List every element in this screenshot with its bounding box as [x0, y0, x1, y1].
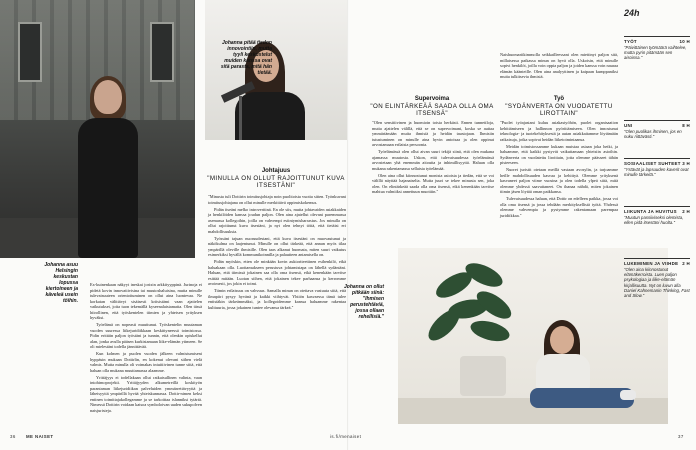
footer-url: is.fi/menaiset — [330, 434, 362, 439]
paragraph: Nuoret juristit otetaan meillä vastaan avosylin, ja tarjoamme heille mahdollisuuden kasvaa ja kehittyä. Olemme yrityksenä kasvaneet paljon viime vuosina ja olen todella ylpeä siitä, mitä olemme yhdessä saavuttaneet. On ihanaa nähdä, miten jokainen tiimin jäsen löytää oman paikkansa. — [500, 167, 618, 194]
section-title: "MINULLA ON OLLUT RAJOITTUNUT KUVA ITSESTÄNI" — [207, 175, 345, 189]
paragraph: Pidän myöskin, etten ole minkään kovin auktoriteettinen esihenkilö, eikä haluakaan olla. Luottamukseen perustuva johtamistapa on lähellä sydäntäni. Haluan, että tiimissä jokainen saa olla oma itsensä, eikä kenenkään tarvitse esittää mitään. Luotan siihen, että jokainen tekee parhaansa ja kerromme avoimesti, jos jokin ei toimi. — [208, 259, 346, 286]
paragraph: Ex-kuinenkaan näkyyt ineskai jorixin arkkityyppinä. Jurinoja ei pidetä kovin innovatiivisina tai muutoshaluisina, mutta minulle tulevaisuuteen orientoituminen on ollut aina luontevaa. Ne korkatan välittävyt sisäisesti kriisistämi vaan ajattelen vaikutukset, joita tuon tekemällä kyseenalaistamatta. Olen tässä hiirollinen, että työskentelen tiimien ja yhteisen yrityksen hyväksi. — [90, 282, 202, 320]
paragraph: Olen aina ollut kiinnostunut monista asioista ja tiedän, että se voi välillä näyttää hajanaiselta. Mutta juuri se tekee minusta sen, joka olen. On elintärkeää saada olla oma itsensä, eikä kenenkään tarvitse mahtua valmiiksi annettuun muottiin." — [372, 172, 494, 194]
photo-caption-microphone: Johanna pitää tiedon innovointiin, mutta tyyli keskustelut muiden kanssa ovat sitä parasta, mitä hän tietää. — [220, 40, 272, 76]
paragraph: "Puolet työajastani kuluu asiakastyöhön, puolet organisaation kehittämiseen ja hallinnon pyörittämiseen. Olen innostunut teknologia- ja tuotekehityksestä ja autan asiakkaitamme löytämään ratkaisuja, jotka sopivat heidän liiketoimintaansa. — [500, 120, 618, 142]
paragraph: "Minusta tuli Dottirin toimitusjohtaja noin puolitoista vuotta sitten. Työnkuvani toimitusjohtajana on ollut minulle merkittävä oppimiskokemus. — [208, 194, 346, 205]
paragraph: Kun kolmen ja puolen vuoden jälkeen valmistumiseni hyppäsin mukaan Dottirlin, en kokenut olevani siihen vielä valmis. Mutta minulla oli voimakas intuitiivinen tunne siitä, että haluan olla mukana muuttamassa alaamme. — [90, 351, 202, 373]
sidebar-entry-time: 8 H — [682, 123, 690, 128]
paragraph: Pidän itseäni melko introverttinä. En ole siis, mutta johtavaiden asiakkaiden ja henkilöiden kanssa joudun paljon. Olen aina ajatellut olevani paremmassa asemassa kollegoihin, joilla on vahvempi esiintymisharrastus. Jos minulla on ollut rajoittunut kuva itsestäni, ja nyt olen tehnyt töitä, että tietäisi eri mahdollisuuksia. — [208, 206, 346, 234]
sidebar-entry — [624, 36, 690, 61]
paragraph: Yrittäjyys ei todellakaan ollut ratkaisullinen valinta, vaan intohimoprojekti. Yrittäjyyden alkumetreillä koskityön parantaman liikejuridiikan palveluiden ymmärrettävyyttä ja läheisyyttä ympärillä hyvää yhteiskunnassa. Dottir-nimen keksi entinen toimittajakollegamme ja se tarkoittaa islanniksi tytärtä. Nimessä Dottirin voidaan katsoa symboloivan uuden sukupolven naisjuristeja. — [90, 374, 202, 413]
sidebar-logo: 24h — [624, 8, 640, 18]
footer-page-number-left: 36 — [10, 434, 16, 439]
section-title: "ON ELINTÄRKEÄÄ SAADA OLLA OMA ITSENSÄ" — [370, 103, 494, 117]
footer-magazine-name: ME NAISET — [26, 434, 54, 439]
sidebar-entry-quote: "Päivittäinen työmäärä vaihtelee, mutta pyrin pitämään sen aisoissa." — [624, 45, 687, 61]
paragraph: Työelämä on nopeasti muuttunut. Työskentelin muutaman vuoden suuressa liikejuridiikkaan keskittyneessä toimistossa. Pidin erittäin paljon työstäni ja tunnin, että olenkin opiskellut alan, jonka avulla pääsen kurkistamaan liike-elämän ytimeen. Se oli mielestäni todella jännittävää. — [90, 322, 202, 349]
section-kicker: Työ — [553, 96, 565, 102]
footer-page-number-right: 37 — [678, 434, 684, 439]
woman-figure — [78, 80, 138, 258]
paragraph: Naishuomariikimmolla seikkailleessani olen miettinyt paljon sitä, millaisessa paikassa minun on hyvä olla. Uskoisin, että minulle sopivi henkilöt, joilla voin oppia paljon ja joiden kanssa voin nauraa elämän käänteille. Olen aina analyyttinen ja kaipaan kumppaniksi muita tulkitsevia ihmisiä. — [500, 52, 618, 79]
article-column-3 — [372, 120, 494, 196]
sidebar-entry-label: TYÖT — [624, 39, 637, 44]
section-title: "SYDÄNVERTA ON VUODATETTU LIROTTAIN" — [505, 103, 613, 117]
sidebar-entry-quote: "Olen aina kiinnostunut elämäkerroista. Luen paljon psykologiaa ja liike-elämän kirjallisuutta. Nyt on luvun alla Daniel Kahnemanin Thinking, Fast and Slow." — [624, 267, 690, 299]
sidebar-entry-label: UNI — [624, 123, 633, 128]
section-heading-supervoima — [370, 96, 494, 117]
article-column-1 — [90, 282, 202, 415]
sidebar-entry-quote: "Muutun passiiviseksi olemista, ellen pidä itsestäni huolta." — [624, 215, 684, 226]
sidebar-entry-time: 2 H — [682, 209, 690, 214]
sidebar-entry-label: LIIKUNTA JA HUVITUS — [624, 209, 677, 214]
sidebar-entry — [624, 206, 690, 225]
portrait-photo-street — [0, 0, 195, 258]
section-kicker: Johtajuus — [261, 168, 291, 174]
photo-caption-floor: Johanna on ollut pitkään siinä: "Ihmisen perustehtäviä, jossa ollaan rehellisiä." — [344, 284, 384, 320]
paragraph: Tulevaisuudessa haluan, että Dottir on edelleen paikka, jossa voi olla oma itsensä ja jossa tehdään merkityksellistä työtä. Yhdessä olemme vahvempia ja pystymme rakentamaan parempaa juridiikkaa." — [500, 196, 618, 218]
sidebar-entry-time: 2 H — [682, 261, 690, 266]
section-heading-tyo — [500, 96, 618, 117]
article-intro-paragraph — [500, 52, 618, 81]
article-column-2 — [208, 194, 346, 312]
sidebar-entry-time: 3 H — [682, 161, 690, 166]
sidebar-entry-label: LUKEMINEN JA VIIHDE — [624, 261, 679, 266]
sidebar-entry-time: 10 H — [679, 39, 690, 44]
paragraph: Tiimin erilaisuus on vahvuus. Samalla minun on otettava vastuuta siitä, että ilmapiiri pysyy hyvänä ja kaikki viihtyvät. Yhtiön kasvaessa tämä tulee entistäkin tärkeämmäksi, ja kollegoidemme kanssa haluamme rakentaa kulttuuria, jossa jokainen tuntee olevansa tärkeä." — [208, 288, 346, 310]
sidebar-entry-label: SOSIAALISET SUHTEET — [624, 161, 681, 166]
sidebar-entry-quote: "Ystävät ja lapsuuden kaverit ovat minulle tärkeitä." — [624, 167, 689, 178]
page-gutter — [347, 0, 349, 450]
sidebar-entry-quote: "Olen puolikas ihminen, jos en nuku riittävästi." — [624, 129, 682, 140]
paragraph: Työssäni tajuan nuoruudestani, että kuva itsestäni on muovautunut ja näkökulma on laajentunut. Minulle on ollut tärkeää, että annan myös tilaa ympärillä oleville ihmisille. Olen taas alkanut huomata, miten suuri vaikutus esimerkiksi hyvällä kommunikoinnilla ja palautteen antamisella on. — [208, 235, 346, 257]
woman-figure-sitting — [520, 320, 640, 420]
photo-caption-street: Johanna asuu Helsingin keskustan lopussa kiertoineen ja käveleä usein töihin. — [44, 262, 78, 304]
plant-illustration — [424, 256, 514, 366]
section-heading-johtajuus — [205, 168, 347, 189]
sidebar-24h — [624, 8, 690, 416]
paragraph: Meidän toimistossamme kukaan muistaa asiaan joka hetki, ja haluamme, että kaikki pystyvät vaikuttamaan yhteisiin asioihin. Sydänverta on vuodatettu liroittain, jotta olemme päässeet tähän pisteeseen. — [500, 143, 618, 165]
paragraph: "Olen sensitiivinen ja huomioin toisia herkästi. Ennen tunnetiloja, mutta ajattelen välillä, että se on supervoimani, koska se auttaa ymmärtämään muita ihmisiä ja heidän taustojaan. Ihmisiin tutustuminen on minulle aina hyvin antoisaa ja olen oppinut arvostamaan erilaisia persoonia. — [372, 120, 494, 147]
sidebar-entry — [624, 120, 690, 139]
section-kicker: Supervoima — [414, 96, 450, 102]
sidebar-entry — [624, 258, 690, 298]
sidebar-entry — [624, 158, 690, 177]
paragraph: Työelämässä olen ollut aivan suuri tekijä siinä, että olen mukana ajamassa muutosta. Uskon, että tulevaisuudessa työelämässä arvostetaan yhä enemmän aitoutta ja inhimillisyyttä. Haluan olla mukana rakentamassa sellaista työelämää. — [372, 149, 494, 171]
article-column-4 — [500, 120, 618, 220]
